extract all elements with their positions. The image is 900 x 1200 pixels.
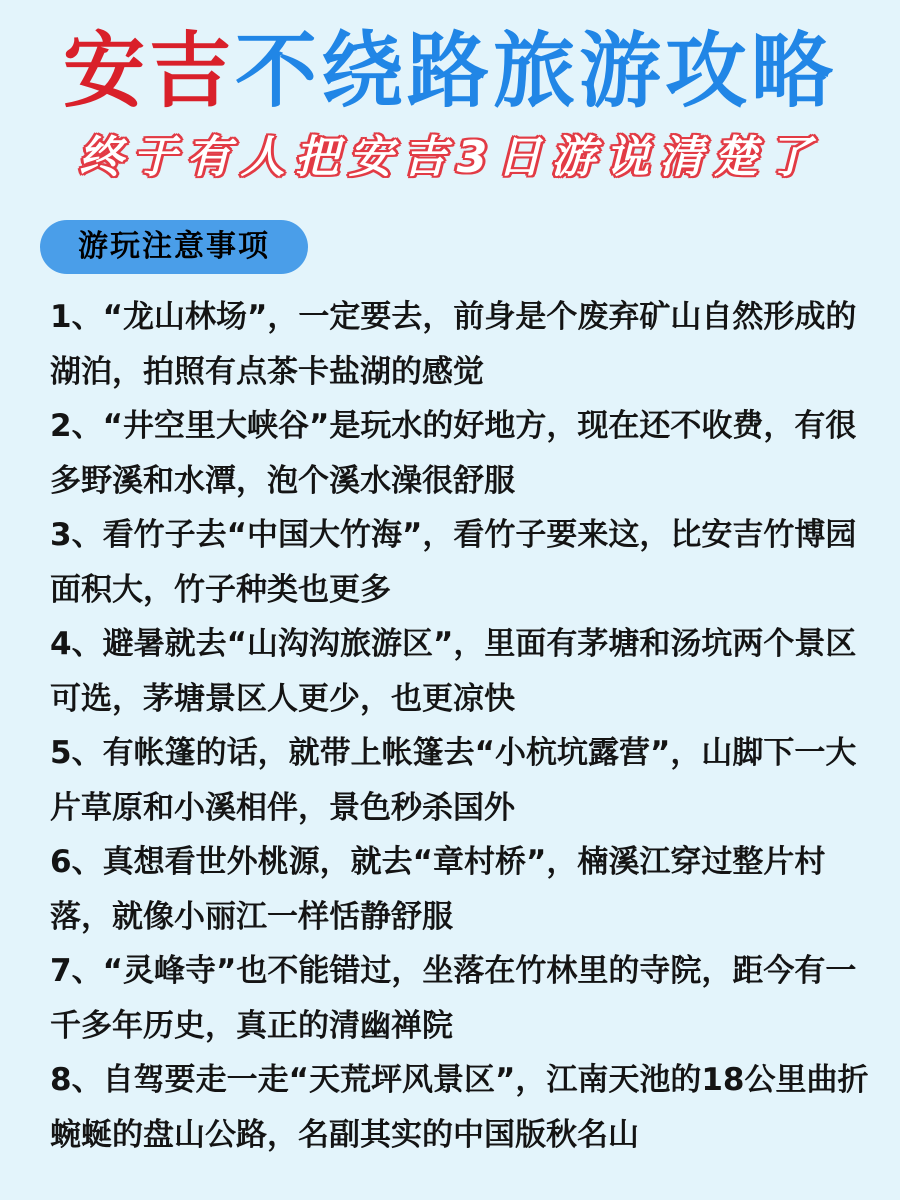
section-label: 游玩注意事项 (40, 220, 308, 274)
tip-item: 5、有帐篷的话，就带上帐篷去“小杭坑露营”，山脚下一大片草原和小溪相伴，景色秒杀国外 (50, 735, 857, 826)
tip-item: 6、真想看世外桃源，就去“章村桥”，楠溪江穿过整片村落，就像小丽江一样恬静舒服 (50, 844, 826, 935)
tip-item: 3、看竹子去“中国大竹海”，看竹子要来这，比安吉竹博园面积大，竹子种类也更多 (50, 517, 857, 608)
tip-item: 1、“龙山林场”，一定要去，前身是个废弃矿山自然形成的湖泊，拍照有点茶卡盐湖的感觉 (50, 299, 857, 390)
page-title (0, 22, 900, 122)
tip-item: 8、自驾要走一走“天荒坪风景区”，江南天池的18公里曲折蜿蜒的盘山公路，名副其实的中国版秋名山 (50, 1062, 869, 1153)
title-highlight: 安吉 (62, 24, 235, 119)
title-main: 不绕路旅游攻略 (235, 24, 838, 119)
tips-list (50, 290, 880, 1162)
tip-item: 4、避暑就去“山沟沟旅游区”，里面有茅塘和汤坑两个景区可选，茅塘景区人更少，也更凉快 (50, 626, 857, 717)
tip-item: 7、“灵峰寺”也不能错过，坐落在竹林里的寺院，距今有一千多年历史，真正的清幽禅院 (50, 953, 857, 1044)
tip-item: 2、“井空里大峡谷”是玩水的好地方，现在还不收费，有很多野溪和水潭，泡个溪水澡很舒服 (50, 408, 857, 499)
page-subtitle: 终于有人把安吉3日游说清楚了 (78, 132, 822, 183)
